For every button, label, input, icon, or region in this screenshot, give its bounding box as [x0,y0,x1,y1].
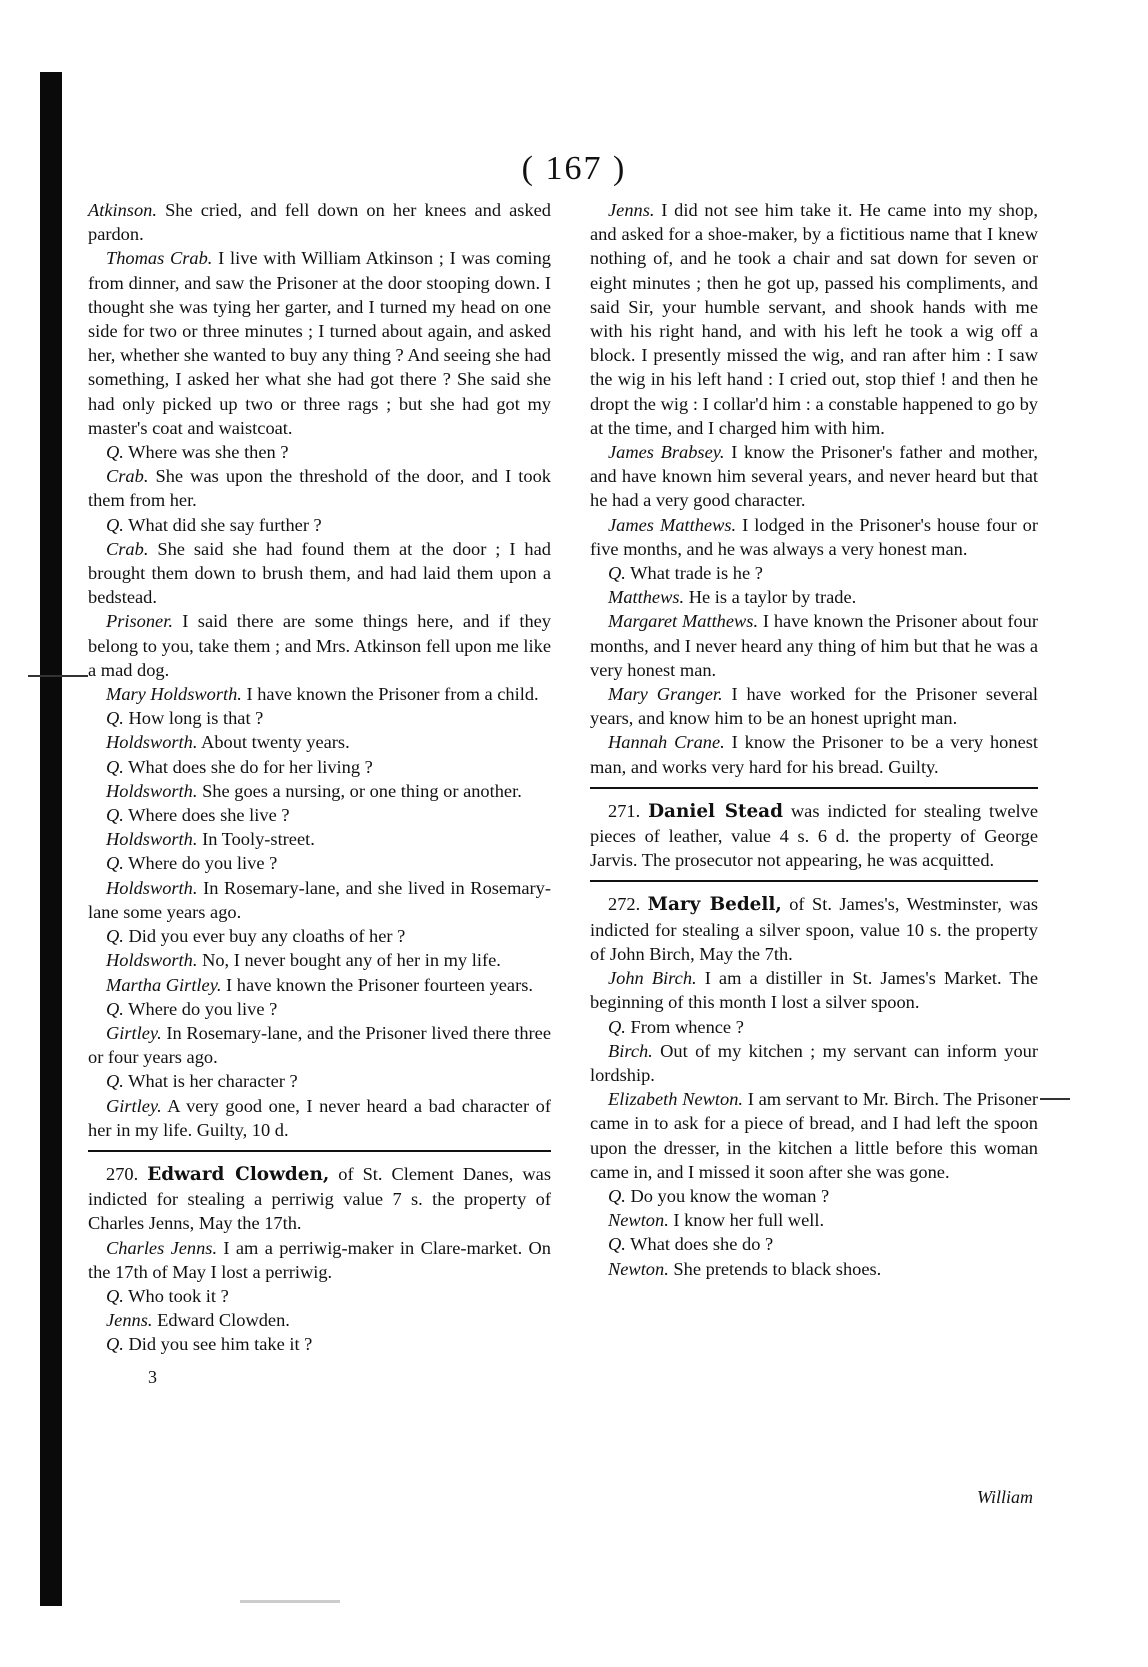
testimony-paragraph [590,682,1038,730]
testimony-text: A very good one, I never heard a bad character of her in my life. Guilty, 10 d. [88,1095,551,1140]
section-divider [88,1150,551,1152]
testimony-paragraph [590,1087,1038,1184]
testimony-text: I have known the Prisoner about four months, and I never heard any thing of him but that he was a very honest man. [590,611,1038,680]
speaker-name: Mary Granger. [608,684,723,705]
testimony-text: She cried, and fell down on her knees and asked pardon. [88,200,551,245]
speaker-name: Holdsworth. [106,780,198,801]
case-270-heading [88,1162,551,1236]
testimony-text: I am a distiller in St. James's Market. The beginning of this month I lost a silver spoon. [590,968,1038,1013]
testimony-paragraph [88,1021,551,1069]
testimony-paragraph [590,1039,1038,1087]
testimony-paragraph [590,966,1038,1014]
testimony-text: In Tooly-street. [197,829,315,850]
speaker-name: Charles Jenns. [106,1237,218,1258]
testimony-text: Who took it ? [123,1285,229,1306]
speaker-name: Prisoner. [106,611,173,632]
testimony-text: I live with William Atkinson ; I was coming from dinner, and saw the Prisoner at the door stooping down. I thought she was tying her garter, and I turned my head on one side for two or three minutes ; I turned about again, and asked her, whether she wanted to buy any thing ? And seeing she had something, I asked her what she had got there ? She said she had only picked up two or three rags ; but she had got my master's coat and waistcoat. [88,248,552,438]
testimony-text: Edward Clowden. [152,1310,290,1331]
defendant-name: Mary Bedell, [647,894,782,916]
speaker-name: Holdsworth. [106,829,198,850]
section-divider [590,787,1038,789]
testimony-text: Out of my kitchen ; my servant can inform your lordship. [590,1040,1038,1085]
question-marker: Q. [106,805,124,826]
testimony-text: I am servant to Mr. Birch. The Prisoner came in to ask for a piece of bread, and I had left the spoon upon the dresser, in the kitchen a little before this woman came in, and I missed it soon after she was gone. [590,1089,1039,1182]
speaker-name: James Brabsey. [608,442,725,463]
testimony-paragraph [88,803,551,827]
testimony-text: I know her full well. [668,1210,825,1231]
testimony-paragraph [88,876,551,924]
left-paragraphs-after-270 [88,1236,551,1357]
testimony-text: Where do you live ? [123,853,278,874]
testimony-paragraph [88,1094,551,1142]
page-number: ( 167 ) [521,150,627,187]
testimony-paragraph [88,682,551,706]
question-marker: Q. [608,1185,626,1206]
case-number: 271. [608,800,641,821]
testimony-text: What trade is he ? [625,563,763,584]
testimony-text: Do you know the woman ? [625,1185,830,1206]
question-marker: Q. [106,756,124,777]
margin-rule-left [28,675,88,677]
question-marker: Q. [106,514,124,535]
testimony-text: About twenty years. [197,732,350,753]
speaker-name: Holdsworth. [106,877,198,898]
speaker-name: Matthews. [608,587,685,608]
testimony-paragraph [88,1284,551,1308]
signature-mark: 3 [148,1366,157,1387]
testimony-text: Where was she then ? [123,442,289,463]
indictment-text: of St. Clement Danes, was indicted for stealing a perriwig value 7 s. the property of Charles Jenns, May the 17th. [88,1163,551,1234]
testimony-text: What does she do for her living ? [123,756,373,777]
speaker-name: John Birch. [608,968,697,989]
testimony-paragraph [590,513,1038,561]
testimony-paragraph [88,948,551,972]
testimony-paragraph [590,198,1038,440]
testimony-text: I said there are some things here, and if they belong to you, take them ; and Mrs. Atkinson fell upon me like a mad dog. [88,611,551,680]
testimony-paragraph [88,779,551,803]
speaker-name: Crab. [106,466,149,487]
question-marker: Q. [106,1334,124,1355]
speaker-name: Hannah Crane. [608,732,725,753]
testimony-paragraph [88,1308,551,1332]
testimony-text: What does she do ? [625,1234,774,1255]
testimony-paragraph [88,1236,551,1284]
testimony-paragraph [88,1332,551,1356]
speaker-name: Jenns. [106,1310,153,1331]
testimony-text: What is her character ? [123,1071,298,1092]
testimony-paragraph [88,609,551,682]
testimony-paragraph [88,730,551,754]
testimony-text: I am a perriwig-maker in Clare-market. On the 17th of May I lost a perriwig. [88,1237,552,1282]
testimony-paragraph [590,730,1038,778]
speaker-name: Martha Girtley. [106,974,222,995]
speaker-name: Atkinson. [88,200,157,220]
defendant-name: Daniel Stead [648,800,783,822]
speaker-name: Mary Holdsworth. [106,684,242,705]
speaker-name: Holdsworth. [106,732,198,753]
right-column [590,198,1038,1281]
speaker-name: Newton. [608,1210,669,1231]
testimony-text: I lodged in the Prisoner's house four or five months, and he was always a very honest man. [590,514,1038,559]
testimony-text: Where does she live ? [123,805,290,826]
testimony-text: What did she say further ? [123,514,322,535]
testimony-paragraph [590,1232,1038,1256]
testimony-text: She pretends to black shoes. [668,1258,882,1279]
binding-edge [40,72,62,1606]
speaker-name: Margaret Matthews. [608,611,759,632]
speaker-name: Jenns. [608,200,655,220]
speaker-name: Newton. [608,1258,669,1279]
testimony-paragraph [590,561,1038,585]
question-marker: Q. [106,442,124,463]
testimony-paragraph [88,706,551,730]
testimony-text: No, I never bought any of her in my life. [197,950,501,971]
testimony-paragraph [88,246,551,440]
right-paragraphs-after-272 [590,966,1038,1281]
testimony-paragraph [88,973,551,997]
testimony-paragraph [88,513,551,537]
testimony-paragraph [590,1015,1038,1039]
testimony-paragraph [88,924,551,948]
question-marker: Q. [608,1016,626,1037]
question-marker: Q. [106,1285,124,1306]
speaker-name: Thomas Crab. [106,248,213,269]
defendant-name: Edward Clowden, [147,1163,330,1185]
testimony-paragraph [590,585,1038,609]
testimony-text: I have worked for the Prisoner several years, and know him to be an honest upright man. [590,684,1038,729]
testimony-paragraph [590,609,1038,682]
left-column [88,198,551,1389]
indictment-text: of St. James's, Westminster, was indicted for stealing a silver spoon, value 10 s. the property of John Birch, May the 7th. [590,894,1038,964]
question-marker: Q. [608,563,626,584]
testimony-paragraph [88,537,551,610]
speaker-name: James Matthews. [608,514,737,535]
case-271-heading [590,799,1038,873]
testimony-text: I know the Prisoner to be a very honest man, and works very hard for his bread. Guilty. [590,732,1039,777]
section-divider [590,880,1038,882]
testimony-text: I have known the Prisoner fourteen years. [221,974,533,995]
left-paragraphs [88,198,551,1142]
testimony-paragraph [590,440,1038,513]
testimony-text: I know the Prisoner's father and mother, and have known him several years, and never heard but that he had a very good character. [590,442,1039,511]
question-marker: Q. [608,1234,626,1255]
speaker-name: Girtley. [106,1095,162,1116]
testimony-paragraph [88,997,551,1021]
speaker-name: Birch. [608,1040,653,1061]
right-paragraphs [590,198,1038,779]
testimony-paragraph [590,1184,1038,1208]
testimony-paragraph [88,198,551,246]
speaker-name: Girtley. [106,1022,162,1043]
case-number: 272. [608,894,641,915]
testimony-paragraph [88,1069,551,1093]
question-marker: Q. [106,853,124,874]
testimony-text: He is a taylor by trade. [684,587,857,608]
testimony-paragraph [88,440,551,464]
testimony-text: From whence ? [625,1016,744,1037]
testimony-text: She was upon the threshold of the door, and I took them from her. [88,466,551,511]
testimony-text: Where do you live ? [123,998,278,1019]
speaker-name: Holdsworth. [106,950,198,971]
catchword: William [976,1487,1033,1507]
margin-rule-right [1040,1098,1070,1100]
testimony-text: I did not see him take it. He came into my shop, and asked for a shoe-maker, by a fictitious name that I knew nothing of, and he took a chair and sat down for seven or eight minutes ; then he got up, passed his compliments, and said Sir, your humble servant, and shook hands with me with his right hand, and with his left he took a wig off a block. I presently missed the wig, and ran after him : I saw the wig in his left hand : I cried out, stop thief ! and then he dropt the wig : I collar'd him : a constable happened to go by at the time, and I charged him with him. [590,200,1038,438]
testimony-paragraph [88,851,551,875]
testimony-paragraph [590,1257,1038,1281]
question-marker: Q. [106,998,124,1019]
question-marker: Q. [106,708,124,729]
testimony-paragraph [88,755,551,779]
speaker-name: Elizabeth Newton. [608,1089,744,1110]
testimony-text: In Rosemary-lane, and she lived in Rosemary-lane some years ago. [88,877,551,922]
question-marker: Q. [106,926,124,947]
testimony-text: Did you see him take it ? [123,1334,313,1355]
question-marker: Q. [106,1071,124,1092]
print-smudge [240,1600,340,1603]
testimony-text: In Rosemary-lane, and the Prisoner lived there three or four years ago. [88,1022,551,1068]
testimony-text: She goes a nursing, or one thing or another. [197,780,522,801]
case-number: 270. [106,1163,139,1184]
indictment-text: was indicted for stealing twelve pieces of leather, value 4 s. 6 d. the property of George Jarvis. The prosecutor not appearing, he was acquitted. [590,800,1038,871]
testimony-text: How long is that ? [123,708,264,729]
testimony-paragraph [88,827,551,851]
testimony-text: Did you ever buy any cloaths of her ? [123,926,406,947]
testimony-paragraph [590,1208,1038,1232]
speaker-name: Crab. [106,538,149,559]
case-272-heading [590,892,1038,966]
testimony-text: She said she had found them at the door ; I had brought them down to brush them, and had laid them upon a bedstead. [88,538,551,608]
testimony-text: I have known the Prisoner from a child. [241,684,539,705]
testimony-paragraph [88,464,551,512]
